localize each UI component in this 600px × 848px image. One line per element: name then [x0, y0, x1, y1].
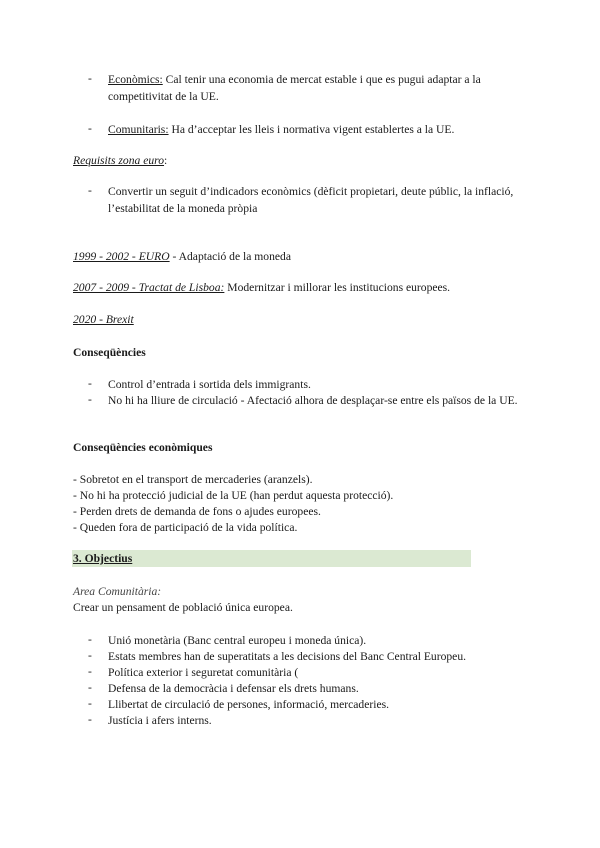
area-text: Crear un pensament de població única europea. — [73, 601, 293, 614]
list-item-objective: Llibertat de circulació de persones, informació, mercaderies. — [108, 698, 390, 711]
list-item-objective: Defensa de la democràcia i defensar els drets humans. — [108, 682, 359, 695]
list-dash: - — [88, 713, 92, 726]
list-dash: - — [88, 697, 92, 710]
item-text: Cal tenir una economia de mercat estable i que es pugui adaptar a la competitivitat de la UE. — [108, 73, 481, 103]
item-text: Ha d’acceptar les lleis i normativa vigent establertes a la UE. — [168, 123, 455, 136]
section-title-economic-consequences: Conseqüències econòmiques — [73, 441, 213, 454]
item-label: Comunitaris: — [108, 123, 169, 136]
economic-line: - Queden fora de participació de la vida política. — [73, 521, 298, 534]
timeline-lisboa: 2007 - 2009 - Tractat de Lisboa: Modernitzar i millorar les institucions europees. — [73, 281, 451, 294]
list-dash: - — [88, 377, 92, 390]
list-item-circulation: No hi ha lliure de circulació - Afectació alhora de desplaçar-se entre els països de la UE. — [108, 394, 518, 407]
list-item-community — [108, 121, 533, 138]
economic-line: - Perden drets de demanda de fons o ajudes europees. — [73, 505, 321, 518]
list-dash: - — [88, 393, 92, 406]
section-heading-objectius: 3. Objectius — [73, 552, 133, 565]
requisits-title: Requisits zona euro: — [73, 154, 168, 167]
list-dash: - — [88, 184, 92, 197]
list-dash: - — [88, 633, 92, 646]
list-item-economics — [108, 71, 533, 105]
list-item-objective: Estats membres han de superatitats a les decisions del Banc Central Europeu. — [108, 650, 467, 663]
list-dash: - — [88, 665, 92, 678]
list-item-indicators: Convertir un seguit d’indicadors econòmics (dèficit propietari, deute públic, la inflació, l’estabilitat de la moneda pròpia — [108, 185, 514, 215]
item-label: Econòmics: — [108, 73, 163, 86]
economic-line: - No hi ha protecció judicial de la UE (han perdut aquesta protecció). — [73, 489, 394, 502]
economic-line: - Sobretot en el transport de mercaderies (aranzels). — [73, 473, 313, 486]
timeline-euro: 1999 - 2002 - EURO - Adaptació de la moneda — [73, 250, 291, 263]
list-dash: - — [88, 681, 92, 694]
area-label: Area Comunitària: — [73, 585, 162, 598]
timeline-brexit: 2020 - Brexit — [73, 313, 134, 326]
list-item-control: Control d’entrada i sortida dels immigrants. — [108, 378, 311, 391]
list-item-objective: Justícia i afers interns. — [108, 714, 212, 727]
list-dash: - — [88, 122, 92, 135]
section-title-consequencies: Conseqüències — [73, 346, 146, 359]
list-item-objective: Unió monetària (Banc central europeu i moneda única). — [108, 634, 367, 647]
list-item-objective: Política exterior i seguretat comunitària ( — [108, 666, 299, 679]
list-dash: - — [88, 649, 92, 662]
list-dash: - — [88, 72, 92, 85]
